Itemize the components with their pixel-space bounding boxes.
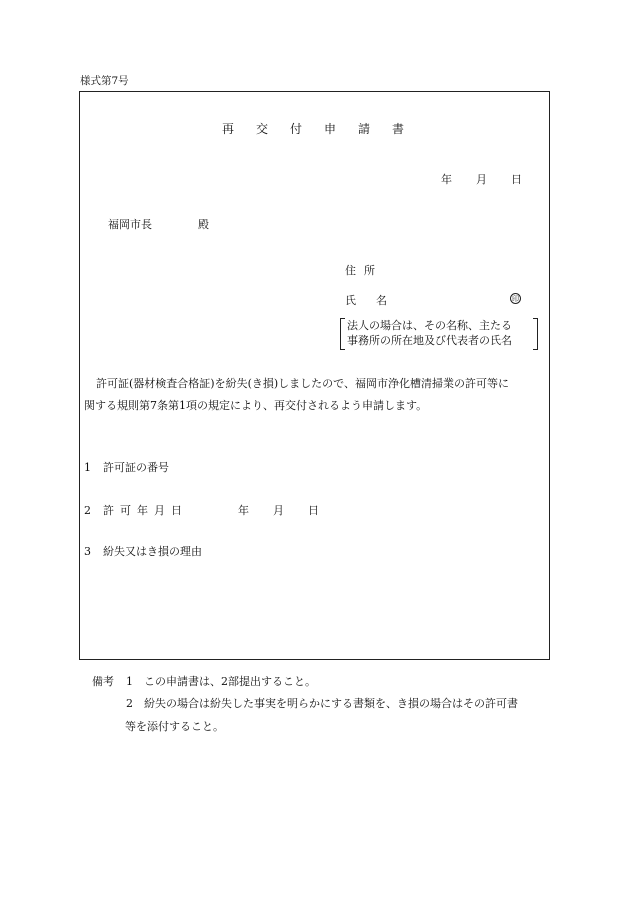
item-label: 紛失又はき損の理由 [103,545,202,558]
date-day-label: 日 [511,173,522,186]
item-loss-reason [84,546,202,557]
item-permit-number [84,462,169,473]
item-number: 3 [84,545,91,558]
remarks-note-1 [92,676,316,687]
applicant-address-label: 住所 [345,264,383,277]
applicant-name-label: 氏名 [345,294,407,307]
remarks-heading: 備考 [92,675,114,688]
date-year-label: 年 [441,173,452,186]
bracket-left [340,318,345,350]
application-date [441,174,522,185]
permit-date-fields [238,505,319,516]
remarks-note-2-continued: 等を添付すること。 [125,720,224,733]
addressee-honorific: 殿 [198,218,209,231]
item-label: 許可証の番号 [103,461,169,474]
item-permit-date [84,505,319,516]
remarks-note-2 [126,698,518,709]
date-month-label: 月 [476,173,487,186]
form-number: 様式第7号 [80,75,129,87]
item-number: 1 [84,461,91,474]
bracket-right [533,318,538,350]
request-text-line-1: 許可証(器材検査合格証)を紛失(き損)しましたので、福岡市浄化槽清掃業の許可等に [96,377,509,390]
permit-month-label: 月 [273,504,284,517]
document-title: 再交付申請書 [222,122,427,136]
item-label: 許可年月日 [103,504,188,517]
addressee-name: 福岡市長 [108,218,152,231]
request-text-line-2: 関する規則第7条第1項の規定により、再交付されるよう申請します。 [84,399,428,412]
seal-icon: 印 [512,295,519,303]
corporation-note [340,318,538,348]
remarks-text: 紛失の場合は紛失した事実を明らかにする書類を、き損の場合はその許可書 [144,697,518,710]
item-number: 2 [84,504,91,517]
addressee [108,219,209,230]
corporation-note-line-1: 法人の場合は、その名称、主たる [347,319,512,332]
remarks-number: 1 [126,675,133,688]
corporation-note-line-2: 事務所の所在地及び代表者の氏名 [347,334,512,347]
permit-year-label: 年 [238,504,249,517]
remarks-text: この申請書は、2部提出すること。 [144,675,316,688]
permit-day-label: 日 [308,504,319,517]
remarks-number: 2 [126,697,133,710]
